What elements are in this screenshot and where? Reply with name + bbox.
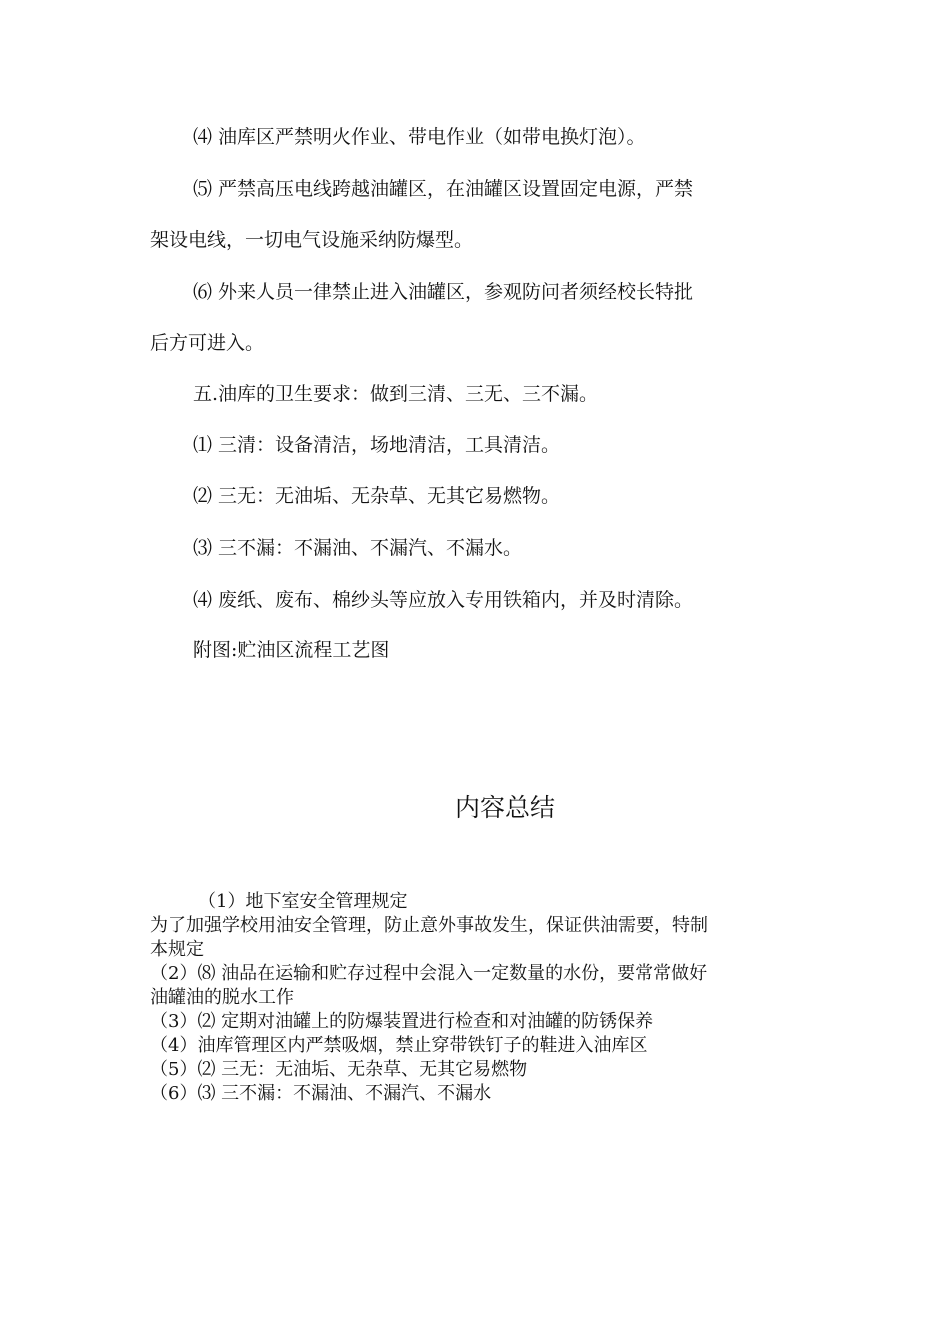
summary-line: （1）地下室安全管理规定 xyxy=(198,891,408,912)
paragraph-item-5-line-1: ⑸ 严禁高压电线跨越油罐区，在油罐区设置固定电源，严禁 xyxy=(193,178,694,200)
summary-line: （2）⑻ 油品在运输和贮存过程中会混入一定数量的水份，要常常做好 xyxy=(150,963,708,984)
paragraph-item-5-line-2: 架设电线，一切电气设施采纳防爆型。 xyxy=(150,229,474,251)
summary-line: 为了加强学校用油安全管理，防止意外事故发生，保证供油需要，特制 xyxy=(150,915,708,936)
paragraph-item-4: ⑷ 油库区严禁明火作业、带电作业（如带电换灯泡）。 xyxy=(193,126,646,148)
attachment-caption: 附图:贮油区流程工艺图 xyxy=(193,639,390,661)
summary-line: 本规定 xyxy=(150,939,204,960)
paragraph-three-none: ⑵ 三无：无油垢、无杂草、无其它易燃物。 xyxy=(193,485,561,507)
paragraph-waste-paper: ⑷ 废纸、废布、棉纱头等应放入专用铁箱内，并及时清除。 xyxy=(193,589,694,611)
paragraph-three-clean: ⑴ 三清：设备清洁，场地清洁，工具清洁。 xyxy=(193,434,561,456)
summary-line: （4）油库管理区内严禁吸烟，禁止穿带铁钉子的鞋进入油库区 xyxy=(150,1035,648,1056)
summary-heading: 内容总结 xyxy=(454,793,555,822)
paragraph-three-no-leak: ⑶ 三不漏：不漏油、不漏汽、不漏水。 xyxy=(193,537,523,559)
summary-line: （6）⑶ 三不漏：不漏油、不漏汽、不漏水 xyxy=(150,1083,492,1104)
summary-line: （5）⑵ 三无：无油垢、无杂草、无其它易燃物 xyxy=(150,1059,528,1080)
paragraph-item-6-line-2: 后方可进入。 xyxy=(150,332,265,354)
summary-line: 油罐油的脱水工作 xyxy=(150,987,294,1008)
section-five-heading: 五.油库的卫生要求：做到三清、三无、三不漏。 xyxy=(193,383,599,405)
paragraph-item-6-line-1: ⑹ 外来人员一律禁止进入油罐区，参观防问者须经校长特批 xyxy=(193,281,694,303)
summary-line: （3）⑵ 定期对油罐上的防爆装置进行检查和对油罐的防锈保养 xyxy=(150,1011,654,1032)
summary-list xyxy=(150,890,810,1106)
